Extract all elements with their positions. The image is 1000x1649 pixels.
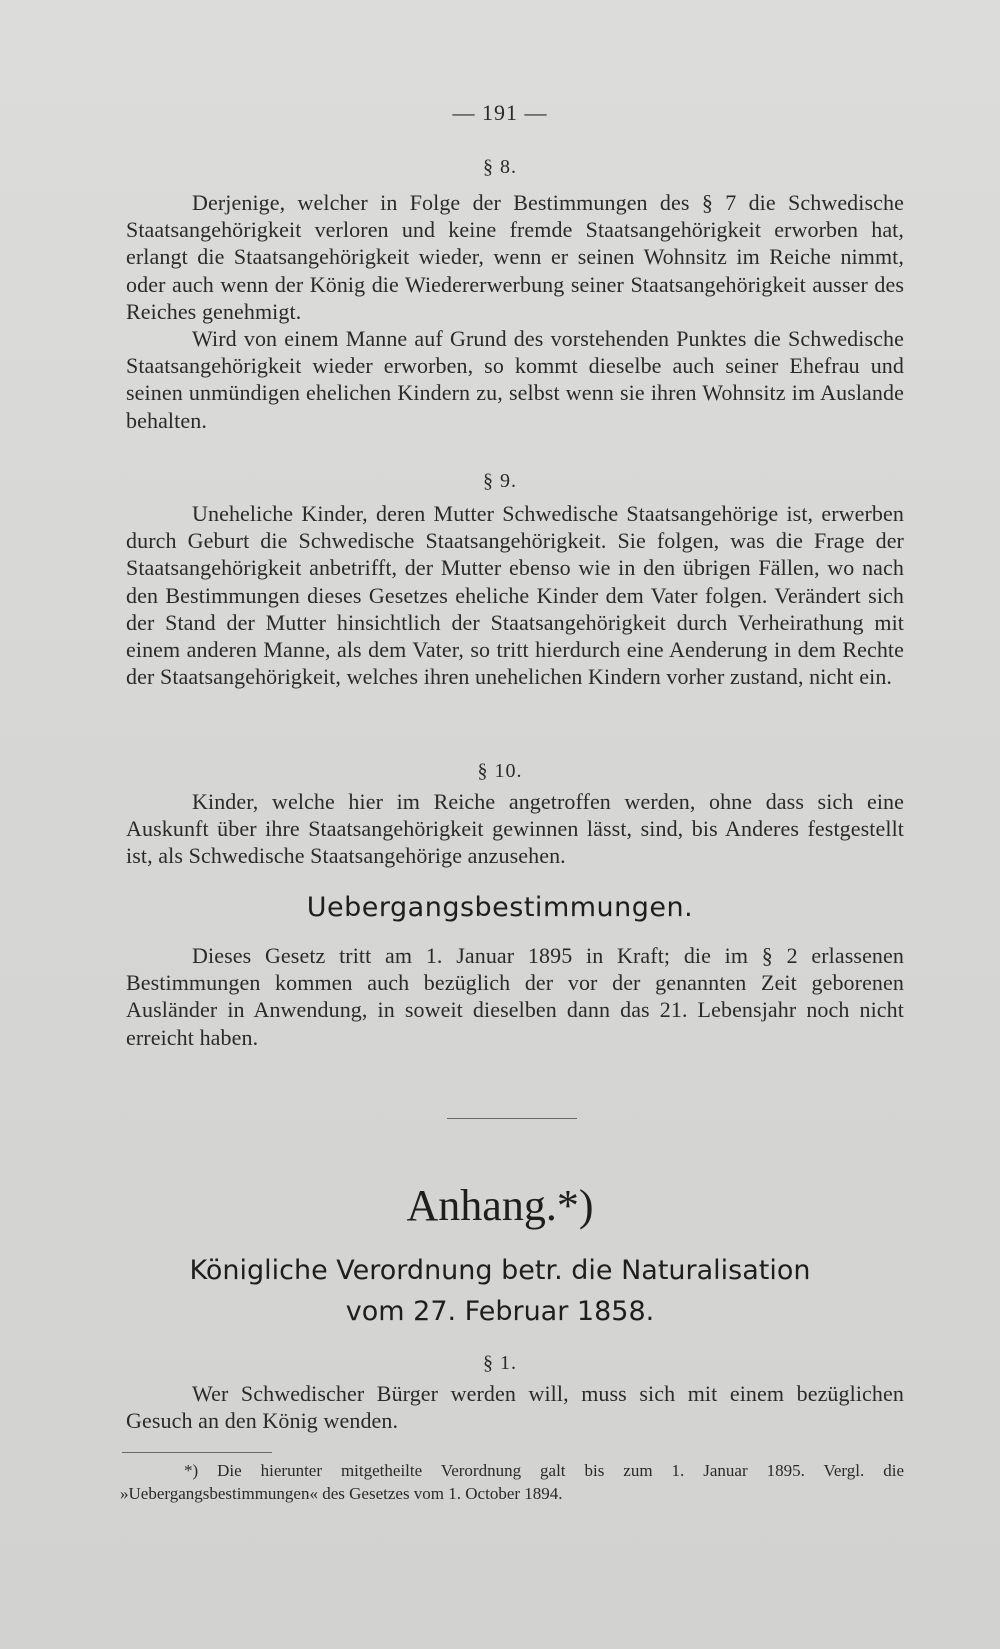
- section-8-paragraph-1: Derjenige, welcher in Folge der Bestimmungen des § 7 die Schwedische Staatsangehörigkeit verloren und keine fremde Staatsangehörigkeit erworben hat, erlangt die Staatsangehörigkeit wieder, wenn er seinen Wohnsitz im Reiche nimmt, oder auch wenn der König die Wiedererwerbung seiner Staatsangehörigkeit ausser des Reiches genehmigt.: [126, 190, 904, 324]
- section-9-body: [126, 500, 904, 690]
- appendix-section-1-body: [126, 1380, 904, 1434]
- transition-heading: Uebergangsbestimmungen.: [306, 892, 694, 923]
- transition-body: [126, 942, 904, 1051]
- section-8-body: [126, 189, 904, 434]
- page-number: — 191 —: [452, 100, 548, 125]
- appendix-title: Anhang.*): [406, 1181, 594, 1230]
- appendix-subtitle-line-2: vom 27. Februar 1858.: [345, 1296, 655, 1327]
- section-9-paragraph: Uneheliche Kinder, deren Mutter Schwedische Staatsangehörige ist, erwerben durch Geburt die Schwedische Staatsangehörigkeit. Sie folgen, was die Frage der Staatsangehörigkeit anbetrifft, der Mutter ebenso wie in den übrigen Fällen, wo nach den Bestimmungen dieses Gesetzes eheliche Kinder dem Vater folgen. Verändert sich der Stand der Mutter hinsichtlich der Staatsangehörigkeit durch Verheirathung mit einem anderen Manne, als dem Vater, so tritt hierdurch eine Aenderung in dem Rechte der Staatsangehörigkeit, welches ihren unehelichen Kindern vorher zustand, nicht ein.: [126, 501, 904, 690]
- appendix-section-1-mark: § 1.: [483, 1352, 517, 1374]
- appendix-section-1-paragraph: Wer Schwedischer Bürger werden will, muss sich mit einem bezüglichen Gesuch an den König wenden.: [126, 1381, 904, 1434]
- section-10-paragraph: Kinder, welche hier im Reiche angetroffen werden, ohne dass sich eine Auskunft über ihre Staatsangehörigkeit gewinnen lässt, sind, bis Anderes festgestellt ist, als Schwedische Staatsangehörige anzusehen.: [126, 789, 904, 869]
- footnote: *) Die hierunter mitgetheilte Verordnung galt bis zum 1. Januar 1895. Vergl. die »Uebergangsbestimmungen« des Gesetzes vom 1. October 1894.: [120, 1461, 904, 1503]
- footnote-rule: [122, 1452, 272, 1453]
- section-8-mark: § 8.: [483, 156, 517, 178]
- section-divider: [447, 1118, 577, 1119]
- section-9-mark: § 9.: [483, 470, 517, 492]
- section-10-body: [126, 788, 904, 870]
- appendix-subtitle-line-1: Königliche Verordnung betr. die Naturalisation: [189, 1255, 811, 1286]
- transition-paragraph: Dieses Gesetz tritt am 1. Januar 1895 in Kraft; die im § 2 erlassenen Bestimmungen kommen auch bezüglich der vor der genannten Zeit geborenen Ausländer in Anwendung, in soweit dieselben dann das 21. Lebensjahr noch nicht erreicht haben.: [126, 943, 904, 1050]
- section-10-mark: § 10.: [477, 760, 523, 782]
- section-8-paragraph-2: Wird von einem Manne auf Grund des vorstehenden Punktes die Schwedische Staatsangehörigkeit wieder erworben, so kommt dieselbe auch seiner Ehefrau und seinen unmündigen ehelichen Kindern zu, selbst wenn sie ihren Wohnsitz im Auslande behalten.: [126, 326, 904, 433]
